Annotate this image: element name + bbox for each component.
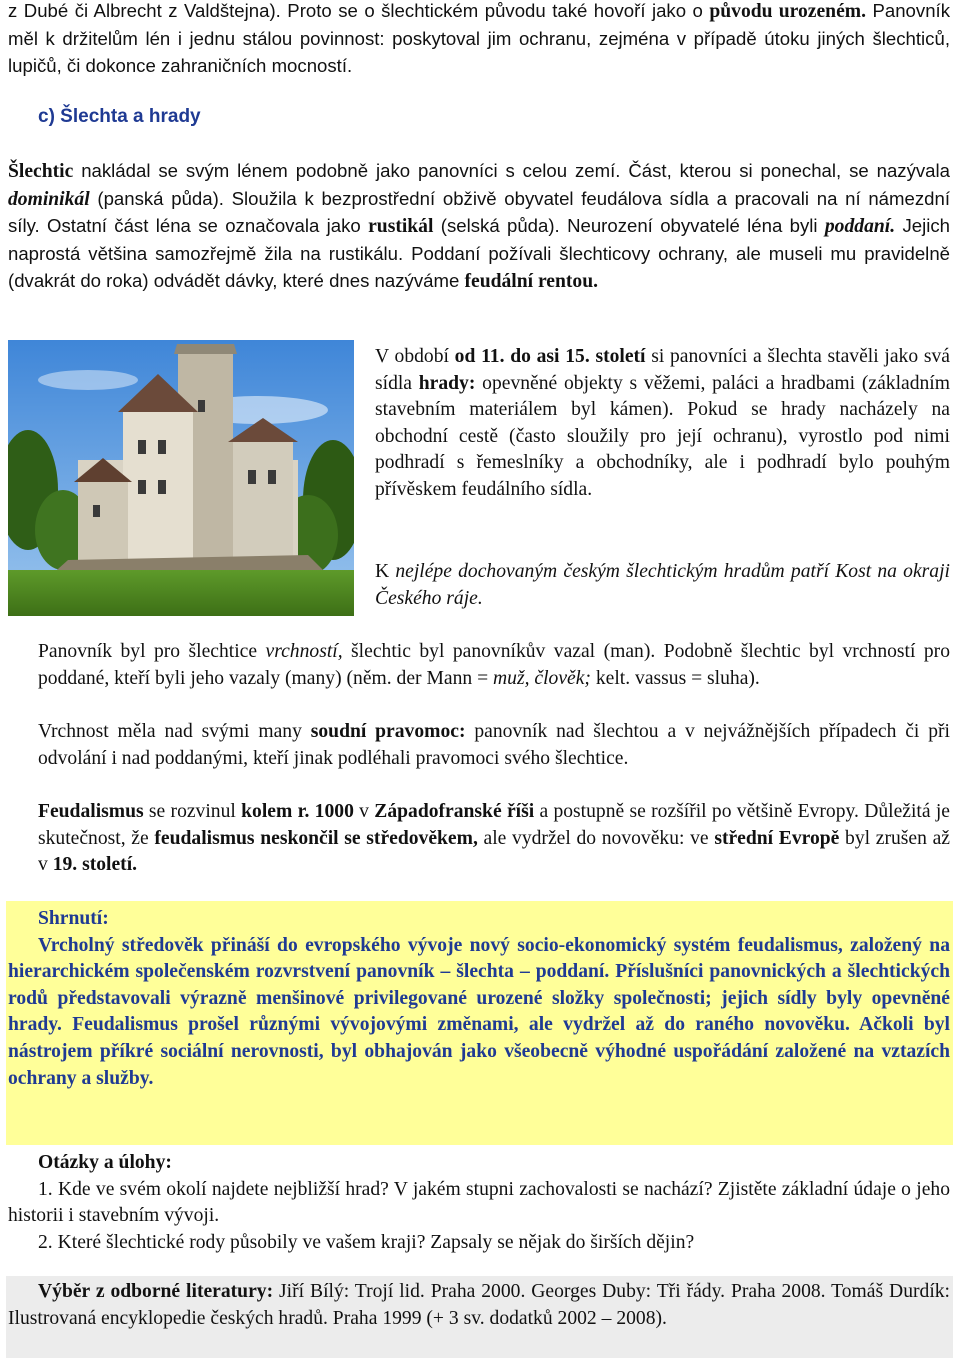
term-dominikal: dominikál: [8, 188, 90, 210]
text-italic: Kost na okraji Českého ráje.: [375, 561, 950, 609]
section-heading: c) Šlechta a hrady: [38, 106, 201, 127]
castle-kost-photo: [8, 340, 354, 616]
literature-text: Jiří Bílý: Trojí lid. Praha 2000. Georges Duby: Tři řády. Praha 2008. Tomáš Durdík: Ilustrovaná encyklopedie českých hradů. Praha 1999 (+ 3 sv. dodatků 2002 – 2008).: [8, 1281, 950, 1329]
text: (panská půda). Sloužila k bezprostřední obživě obyvatel feudálova sídla a pracovali na ní námezdní síly. Ostatní část léna se označovala jako: [8, 187, 950, 237]
vassal-paragraph: [8, 639, 950, 692]
term-poddani: poddaní.: [824, 216, 896, 238]
text: šlechtic byl panovníkův vazal (man). Podobně šlechtic byl vrchností pro poddané, kteří byli jeho vazaly (many) (něm. der Mann =: [38, 641, 950, 689]
jurisdiction-paragraph: [8, 719, 950, 772]
text: (selská půda). Neurození obyvatelé léna byli: [433, 215, 825, 237]
text: Vrchnost měla nad svými many: [38, 721, 311, 742]
intro-text-2: Panovník měl k držitelům lén i jednu stálou povinnost: poskytoval jim ochranu, zejména v případě útoku jiných šlechticů, lupičů, či dokonce zahraničních mocností.: [8, 0, 950, 77]
term-19th-century: 19. století.: [52, 854, 138, 876]
text: byl zrušen až v: [38, 827, 950, 876]
term-feudalismus: Feudalismus: [38, 801, 144, 822]
term-west-francia: Západofranské říši: [374, 801, 535, 822]
text: Jejich naprostá většina samozřejmě žila na rustikálu. Poddaní požívali šlechticovy ochrany, ale museli mu pravidelně (dvakrát do roka) odvádět dávky, které dnes nazýváme: [8, 215, 950, 292]
summary-text: Vrcholný středověk přináší do evropského vývoje nový socio-ekonomický systém feudalismus, založený na hierarchickém společenském rozvrstvení panovník – šlechta – poddaní. Příslušníci panovnických a šlechtických rodů představovali výrazně menšinové privilegované urozené složky společnosti; jejich sídly byly opevněné hrady. Feudalismus prošel různými vývojovými změnami, ale vydržel až do raného novověku. Ačkoli byl nástrojem příkré sociální nerovnosti, byl obhajován jako všeobecně výhodné uspořádání založené na vztazích ochrany a služby.: [8, 934, 950, 1089]
term-muz: muž, člověk;: [493, 667, 591, 689]
kost-paragraph: [375, 559, 950, 612]
term-rustikal: rustikál: [368, 216, 434, 238]
term-period: od 11. do asi 15. století: [454, 346, 646, 367]
intro-text-1: z Dubé či Albrecht z Valdštejna). Proto se o šlechtickém původu také hovoří jako o: [8, 0, 710, 21]
feudalism-paragraph: [8, 799, 950, 879]
term-feudalni-renta: feudální rentou.: [464, 271, 599, 293]
nobility-paragraph: [8, 158, 950, 296]
literature-label: Výběr z odborné literatury:: [38, 1281, 274, 1302]
term-year: kolem r. 1000: [241, 801, 354, 822]
intro-term: původu urozeném.: [709, 1, 866, 22]
term-central-europe: střední Evropě: [714, 827, 840, 849]
text: a postupně se rozšířil po většině Evropy. Důležitá je skutečnost, že: [38, 801, 951, 849]
question-1: 1. Kde ve svém okolí najdete nejbližší hrad? V jakém stupni zachovalosti se nachází? Zjistěte základní údaje o jeho historii i stavebním vývoji.: [8, 1178, 950, 1227]
castles-paragraph: [375, 344, 950, 504]
text: Panovník byl pro šlechtice: [38, 641, 266, 662]
text: K: [375, 561, 396, 582]
term-vrchnost: vrchností,: [265, 641, 343, 662]
text: panovník nad šlechtou a v nejvážnějších případech či při odvolání i nad poddanými, kteří jinak podléhali pravomoci svého šlechtice.: [38, 721, 951, 769]
intro-paragraph: [8, 0, 950, 81]
text: si panovníci a šlechta stavěli jako svá sídla: [375, 346, 950, 394]
text: se rozvinul: [143, 801, 242, 822]
question-2: 2. Které šlechtické rody působily ve vašem kraji? Zapsaly se nějak do širších dějin?: [38, 1231, 695, 1253]
term-soudni-pravomoc: soudní pravomoc:: [310, 721, 466, 742]
term-feudalism-not-ended: feudalismus neskončil se středověkem,: [154, 827, 478, 849]
summary-paragraph: [8, 906, 950, 1092]
literature-paragraph: [8, 1279, 950, 1332]
text: V období: [375, 346, 455, 367]
term-slechtic: Šlechtic: [8, 161, 74, 182]
text-italic: nejlépe dochovaným českým šlechtickým hradům patří: [395, 561, 830, 582]
questions-section: [8, 1150, 950, 1256]
summary-title: Shrnutí:: [38, 908, 109, 929]
questions-title: Otázky a úlohy:: [38, 1152, 172, 1173]
text: ale vydržel do novověku: ve: [477, 827, 715, 849]
text: v: [353, 801, 375, 822]
term-hrady: hrady:: [418, 372, 476, 394]
text: opevněné objekty s věžemi, paláci a hradbami (základním stavebním materiálem byl kámen). Pokud se hrady nacházely na obchodní cestě (často sloužily pro její ochranu), vyrostlo pod nimi podhradí s řemeslníky a obchodníky, ale i podhradí bylo pouhým přívěskem feudálního sídla.: [375, 372, 950, 500]
text: kelt. vassus = sluha).: [590, 667, 760, 689]
text: nakládal se svým lénem podobně jako panovníci s celou zemí. Část, kterou si ponechal, se nazývala: [73, 160, 950, 181]
